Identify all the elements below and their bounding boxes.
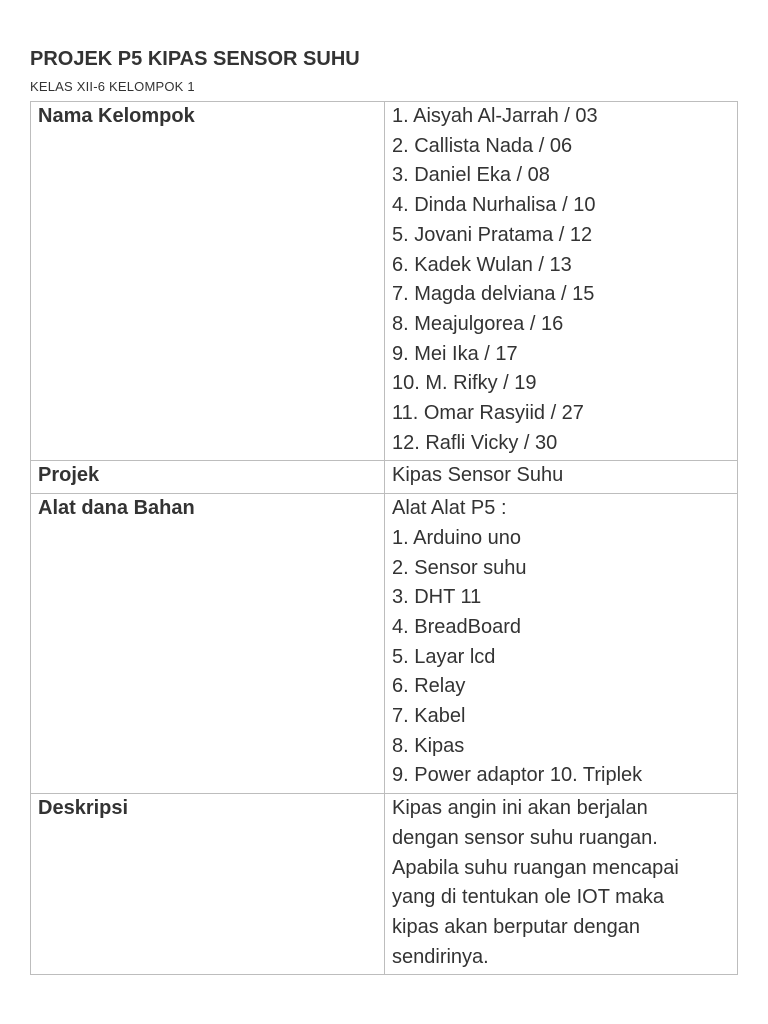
value-line: 6. Relay — [392, 675, 466, 698]
row-label: Alat dana Bahan — [31, 494, 385, 794]
row-value — [385, 794, 738, 975]
table-row — [31, 102, 738, 461]
row-label: Projek — [31, 461, 385, 494]
row-label: Deskripsi — [31, 794, 385, 975]
value-line: 6. Kadek Wulan / 13 — [392, 253, 572, 276]
row-label: Nama Kelompok — [31, 102, 385, 461]
value-line: Apabila suhu ruangan mencapai — [392, 856, 679, 879]
value-line: 10. M. Rifky / 19 — [392, 372, 537, 395]
value-line: 2. Sensor suhu — [392, 556, 527, 579]
value-line: 12. Rafli Vicky / 30 — [392, 431, 558, 454]
document-title: PROJEK P5 KIPAS SENSOR SUHU — [30, 48, 360, 70]
table-row — [31, 794, 738, 975]
value-line: 3. Daniel Eka / 08 — [392, 164, 550, 187]
value-line: Kipas Sensor Suhu — [392, 464, 564, 487]
row-value — [385, 461, 738, 494]
value-line: sendirinya. — [392, 945, 489, 968]
value-line: 4. BreadBoard — [392, 615, 521, 638]
value-line: 4. Dinda Nurhalisa / 10 — [392, 194, 596, 217]
value-line: 5. Layar lcd — [392, 645, 496, 668]
document-subtitle: KELAS XII-6 KELOMPOK 1 — [30, 79, 195, 94]
value-line: yang di tentukan ole IOT maka — [392, 886, 665, 909]
value-line: Alat Alat P5 : — [392, 497, 507, 520]
row-value — [385, 494, 738, 794]
table-row — [31, 494, 738, 794]
value-line: 9. Mei Ika / 17 — [392, 342, 518, 365]
value-line: dengan sensor suhu ruangan. — [392, 826, 658, 849]
project-table — [30, 101, 738, 975]
value-line: 1. Arduino uno — [392, 526, 521, 549]
value-line: 3. DHT 11 — [392, 586, 482, 609]
value-line: Kipas angin ini akan berjalan — [392, 797, 648, 820]
value-line: 9. Power adaptor 10. Triplek — [392, 764, 643, 787]
value-line: 1. Aisyah Al-Jarrah / 03 — [392, 105, 598, 127]
value-line: 8. Meajulgorea / 16 — [392, 312, 564, 335]
table-row — [31, 461, 738, 494]
value-line: 7. Magda delviana / 15 — [392, 283, 595, 306]
value-line: 5. Jovani Pratama / 12 — [392, 223, 593, 246]
row-value — [385, 102, 738, 461]
value-line: 8. Kipas — [392, 734, 465, 757]
value-line: 7. Kabel — [392, 705, 466, 728]
value-line: 11. Omar Rasyiid / 27 — [392, 402, 584, 425]
value-line: kipas akan berputar dengan — [392, 915, 640, 938]
value-line: 2. Callista Nada / 06 — [392, 134, 573, 157]
